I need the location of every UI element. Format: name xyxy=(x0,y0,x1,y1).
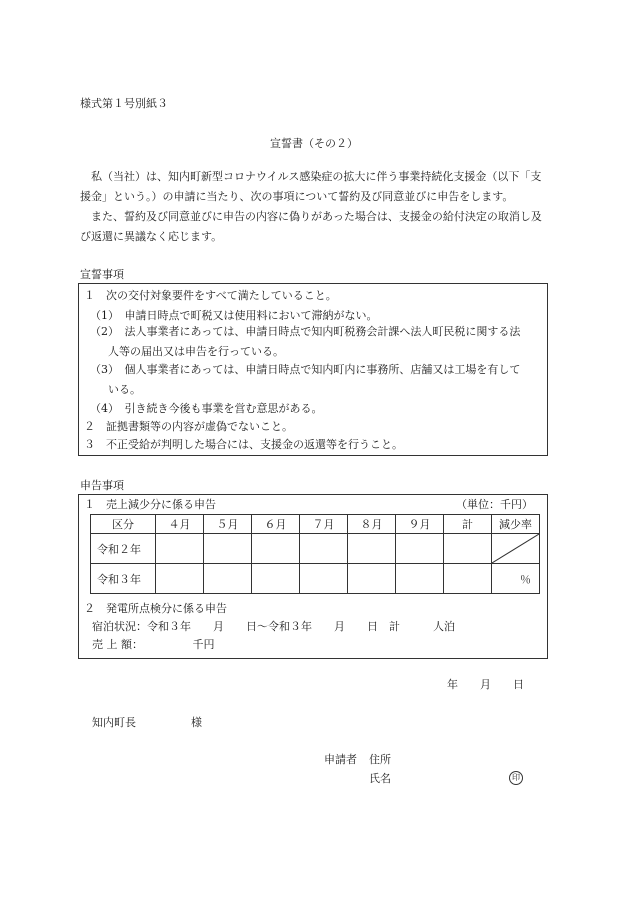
amount-cell[interactable] xyxy=(396,534,444,564)
amount-cell[interactable] xyxy=(252,564,300,594)
seal-mark: 印 xyxy=(509,771,523,785)
total-cell[interactable] xyxy=(444,534,492,564)
lodging-line: 宿泊状況：令和３年 月 日～令和３年 月 日 計 人泊 xyxy=(92,620,455,633)
total-cell[interactable] xyxy=(444,564,492,594)
col-header: ９月 xyxy=(396,515,444,534)
oath-item: いる。 xyxy=(108,383,141,396)
col-header: 計 xyxy=(444,515,492,534)
col-header: ４月 xyxy=(156,515,204,534)
amount-cell[interactable] xyxy=(348,564,396,594)
amount-cell[interactable] xyxy=(396,564,444,594)
intro-paragraph-2: また、誓約及び同意並びに申告の内容に偽りがあった場合は、支援金の給付決定の取消し及び返還に異議なく応じます。 xyxy=(80,210,542,243)
reduction-rate-cell[interactable]: ％ xyxy=(492,564,540,594)
oath-item: ２ 証拠書類等の内容が虚偽でないこと。 xyxy=(84,420,293,433)
amount-cell[interactable] xyxy=(252,534,300,564)
oath-item: （1） 申請日時点で町税又は使用料において滞納がない。 xyxy=(90,309,378,322)
amount-cell[interactable] xyxy=(300,534,348,564)
amount-cell[interactable] xyxy=(300,564,348,594)
intro-text xyxy=(80,167,545,247)
address-label: 住所 xyxy=(369,753,391,766)
declaration-heading: 申告事項 xyxy=(80,479,124,492)
oath-item: ３ 不正受給が判明した場合には、支援金の返還等を行うこと。 xyxy=(84,438,403,451)
amount-cell[interactable] xyxy=(204,534,252,564)
oath-item: （2） 法人事業者にあっては、申請日時点で知内町税務会計課へ法人町民税に関する法 xyxy=(90,325,521,338)
row-label: 令和２年 xyxy=(91,534,156,564)
reduction-rate-cell-disabled xyxy=(492,534,540,564)
oath-item: （3） 個人事業者にあっては、申請日時点で知内町内に事務所、店舗又は工場を有して xyxy=(90,363,521,376)
col-header: 減少率 xyxy=(492,515,540,534)
table-row xyxy=(91,534,540,564)
table-header-row xyxy=(91,515,540,534)
diagonal-slash xyxy=(492,534,539,563)
col-header: 区分 xyxy=(91,515,156,534)
document-title: 宣誓書（その２） xyxy=(270,137,358,150)
sales-heading: １ 売上減少分に係る申告 xyxy=(84,498,216,511)
col-header: ７月 xyxy=(300,515,348,534)
oath-item: １ 次の交付対象要件をすべて満たしていること。 xyxy=(84,289,337,302)
oath-item: （4） 引き続き今後も事業を営む意思がある。 xyxy=(90,402,323,415)
amount-cell[interactable] xyxy=(348,534,396,564)
sales-table xyxy=(90,514,540,594)
amount-cell[interactable] xyxy=(204,564,252,594)
table-row xyxy=(91,564,540,594)
amount-cell[interactable] xyxy=(156,564,204,594)
col-header: ６月 xyxy=(252,515,300,534)
col-header: ８月 xyxy=(348,515,396,534)
intro-paragraph-1: 私（当社）は、知内町新型コロナウイルス感染症の拡大に伴う事業持続化支援金（以下「支援金」という。）の申請に当たり、次の事項について誓約及び同意並びに申告をします。 xyxy=(80,170,542,203)
amount-cell[interactable] xyxy=(156,534,204,564)
oath-item: 人等の届出又は申告を行っている。 xyxy=(108,345,284,358)
name-label: 氏名 xyxy=(369,772,391,785)
power-heading: ２ 発電所点検分に係る申告 xyxy=(84,602,227,615)
form-id: 様式第１号別紙３ xyxy=(80,97,168,110)
unit-label: （単位：千円） xyxy=(456,498,533,511)
date-line: 年 月 日 xyxy=(447,678,524,691)
addressee: 知内町長 様 xyxy=(92,716,202,729)
oath-heading: 宣誓事項 xyxy=(80,268,124,281)
col-header: ５月 xyxy=(204,515,252,534)
row-label: 令和３年 xyxy=(91,564,156,594)
applicant-label: 申請者 xyxy=(324,753,357,766)
sales-amount-line: 売 上 額： 千円 xyxy=(92,638,215,651)
